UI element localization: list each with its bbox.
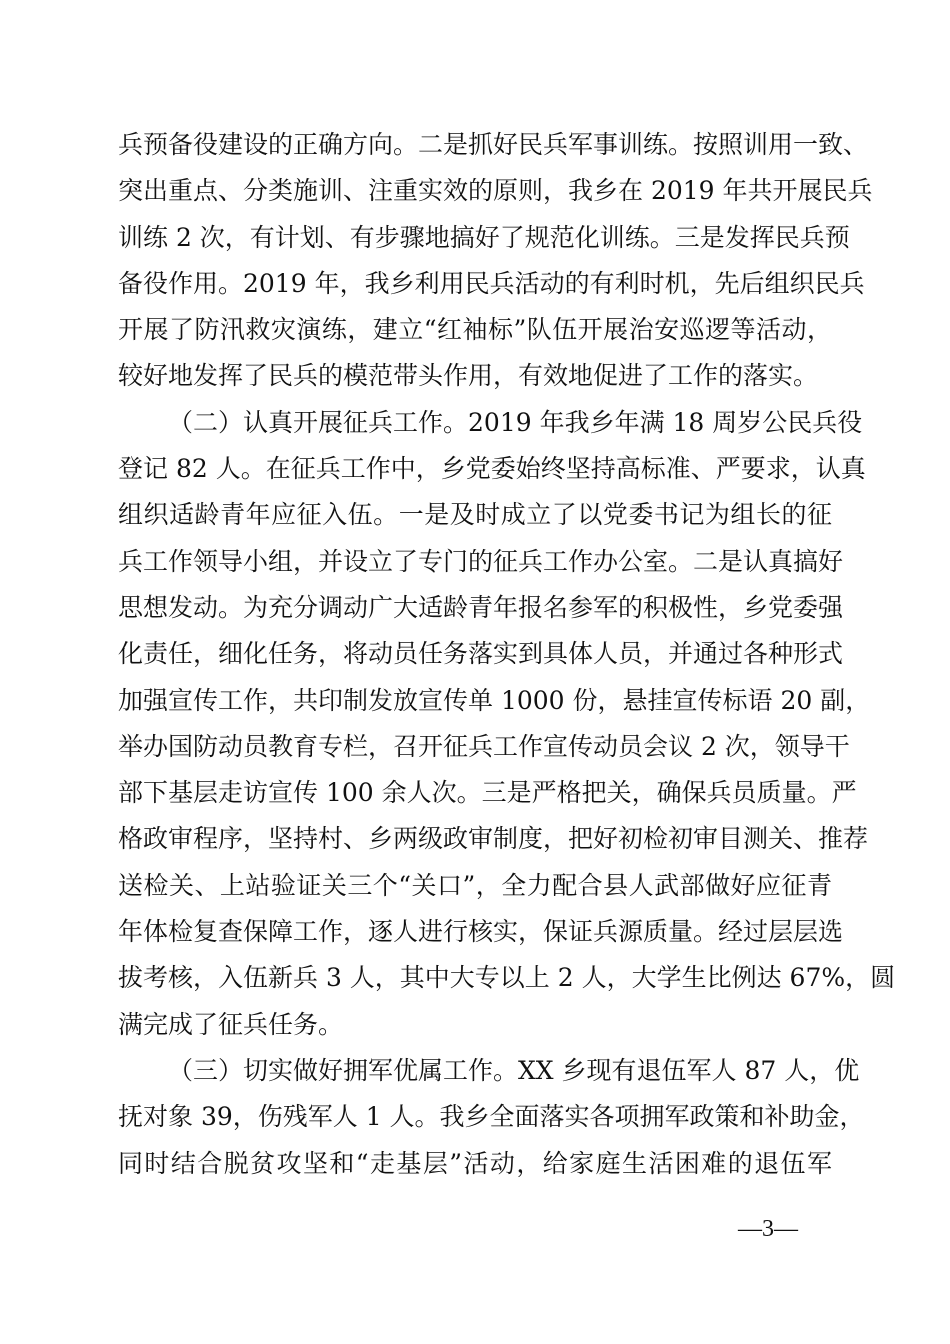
text-line: 突出重点、分类施训、注重实效的原则，我乡在 2019 年共开展民兵 [118,176,873,206]
text-line: 兵工作领导小组，并设立了专门的征兵工作办公室。二是认真搞好 [118,546,844,576]
text-line: 组织适龄青年应征入伍。一是及时成立了以党委书记为组长的征 [118,500,832,530]
text-line: 送检关、上站验证关三个“关口”，全力配合县人武部做好应征青 [118,870,832,900]
text-line: 加强宣传工作，共印制发放宣传单 1000 份，悬挂宣传标语 20 副， [118,685,871,715]
text-line: 兵预备役建设的正确方向。二是抓好民兵军事训练。按照训用一致、 [118,130,869,159]
text-line: 部下基层走访宣传 100 余人次。三是严格把关，确保兵员质量。严 [118,778,857,808]
page-number: —3— [738,1216,798,1242]
section-heading-line: （三）切实做好拥军优属工作。XX 乡现有退伍军人 87 人，优 [168,1055,860,1085]
text-line: 登记 82 人。在征兵工作中，乡党委始终坚持高标准、严要求，认真 [118,454,866,484]
body-text [118,122,896,1187]
text-line: 格政审程序，坚持村、乡两级政审制度，把好初检初审目测关、推荐 [118,824,869,854]
text-line: 同时结合脱贫攻坚和“走基层”活动，给家庭生活困难的退伍军 [118,1148,832,1178]
text-line: 思想发动。为充分调动广大适龄青年报名参军的积极性，乡党委强 [118,592,844,622]
text-line: 抚对象 39，伤残军人 1 人。我乡全面落实各项拥军政策和补助金， [118,1102,865,1132]
text-line: 满完成了征兵任务。 [118,1009,344,1039]
text-line: 备役作用。2019 年，我乡利用民兵活动的有利时机，先后组织民兵 [118,268,865,298]
text-line: 训练 2 次，有计划、有步骤地搞好了规范化训练。三是发挥民兵预 [118,222,850,252]
text-line: 化责任，细化任务，将动员任务落实到具体人员，并通过各种形式 [118,639,844,669]
text-line: 较好地发挥了民兵的模范带头作用，有效地促进了工作的落实。 [118,361,819,391]
section-heading-line: （二）认真开展征兵工作。2019 年我乡年满 18 周岁公民兵役 [168,407,863,437]
text-line: 年体检复查保障工作，逐人进行核实，保证兵源质量。经过层层选 [118,917,844,947]
text-line: 举办国防动员教育专栏，召开征兵工作宣传动员会议 2 次，领导干 [118,731,850,761]
text-line: 拔考核，入伍新兵 3 人，其中大专以上 2 人，大学生比例达 67%，圆 [118,963,896,993]
text-line: 开展了防汛救灾演练，建立“红袖标”队伍开展治安巡逻等活动， [118,315,832,345]
